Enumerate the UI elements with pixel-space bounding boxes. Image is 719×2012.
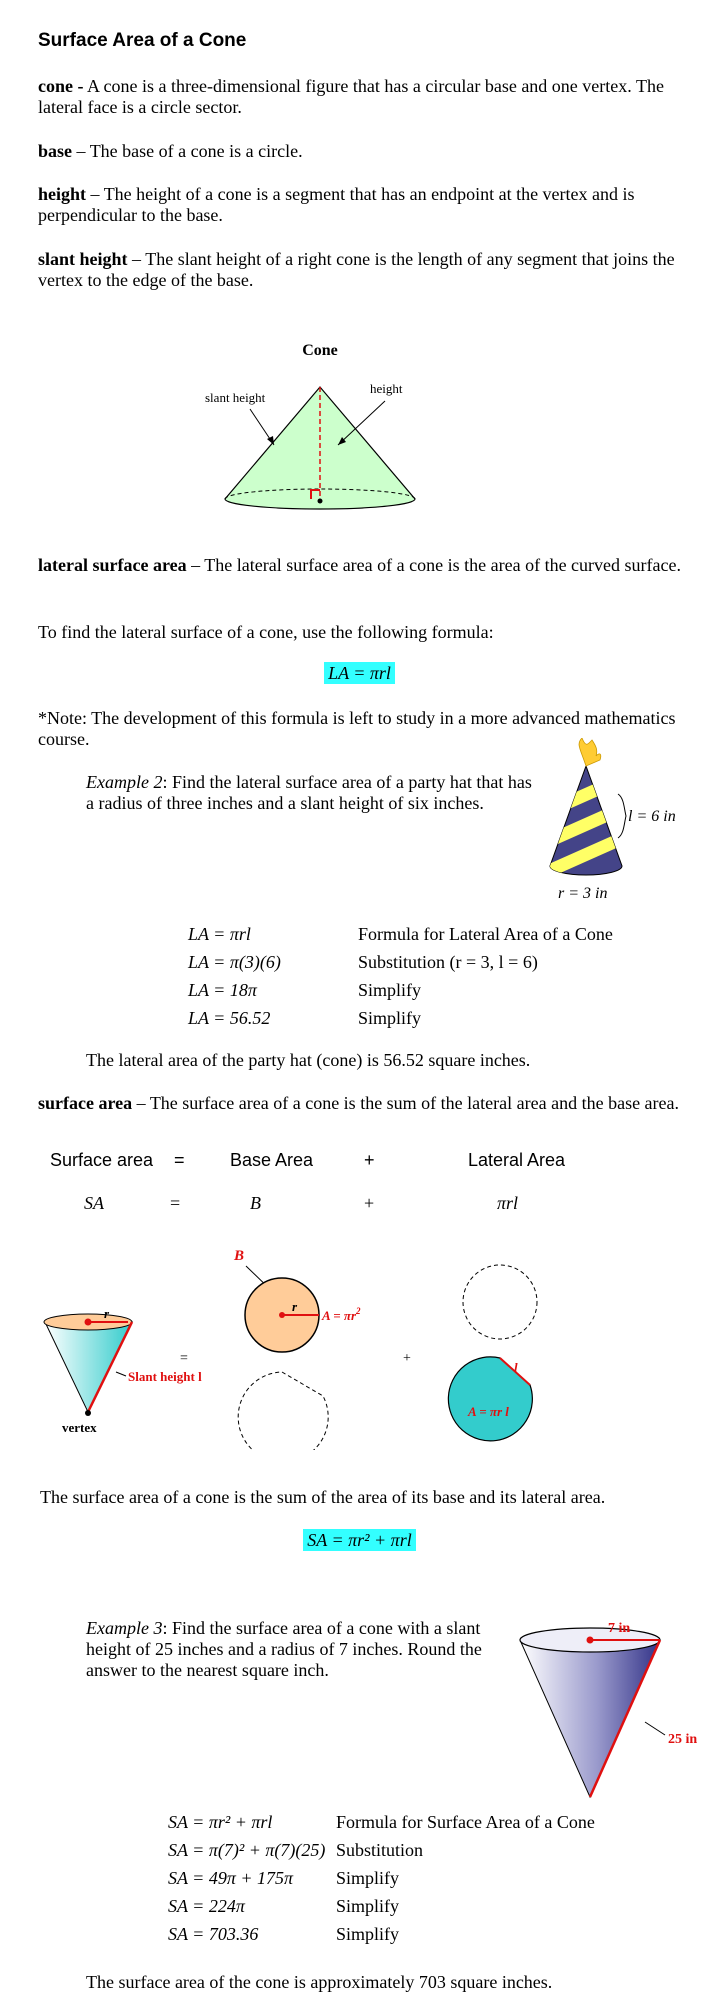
example2-step: LA = 18π Simplify: [188, 980, 422, 1000]
def-cone-term: cone -: [38, 76, 84, 96]
sa-lateral-sector: [448, 1357, 532, 1441]
def-cone-text: A cone is a three-dimensional figure that has a circular base and one vertex. The lateral face is a circle sector.: [38, 76, 664, 117]
sa-cone-r-label: r: [104, 1306, 110, 1321]
sa-cone-center: [85, 1319, 92, 1326]
def-base: [38, 141, 688, 162]
sa-lateral-area-label: A = πr l: [468, 1404, 509, 1419]
def-lateral-term: lateral surface area: [38, 555, 187, 575]
sa-lateral-dashed-circle: [463, 1265, 537, 1339]
example3-body: : Find the surface area of a cone with a slant height of 25 inches and a radius of 7 inches. Round the answer to the nearest square inch.: [86, 1618, 482, 1680]
cone-diagram-title: Cone: [302, 342, 338, 359]
def-surface-text: – The surface area of a cone is the sum of the lateral area and the base area.: [132, 1093, 680, 1113]
example2-step: LA = πrl Formula for Lateral Area of a Cone: [188, 924, 613, 944]
sa-base-center: [279, 1312, 285, 1318]
lateral-note: *Note: The development of this formula is left to study in a more advanced mathematics course.: [38, 708, 676, 749]
example3-label: Example 3: [86, 1618, 163, 1638]
example3-answer: The surface area of the cone is approximately 703 square inches.: [86, 1972, 553, 1992]
ex3-cone-body: [520, 1640, 660, 1797]
example3-step: SA = 703.36 Simplify: [168, 1924, 400, 1944]
example2-text: [86, 772, 536, 814]
sa-base-r-label: r: [292, 1299, 298, 1314]
sa-slant-label: Slant height l: [128, 1369, 202, 1384]
sa-vertex-dot: [85, 1410, 91, 1416]
sa-equals: =: [180, 1351, 188, 1366]
def-height-text: – The height of a cone is a segment that has an endpoint at the vertex and is perpendicular to the base.: [38, 184, 635, 225]
def-cone: [38, 76, 688, 118]
def-slant-text: – The slant height of a right cone is the length of any segment that joins the vertex to the edge of the base.: [38, 249, 675, 290]
slant-brace: [618, 794, 626, 838]
example3-step: SA = 224π Simplify: [168, 1896, 400, 1916]
example3-step: SA = π(7)² + π(7)(25) Substitution: [168, 1840, 424, 1860]
def-height-term: height: [38, 184, 87, 204]
def-height: [38, 184, 688, 226]
ex3-radius-label: 7 in: [608, 1621, 631, 1636]
slant-height-label: slant height: [205, 390, 266, 405]
surface-formula: SA = πr² + πrl: [303, 1529, 415, 1551]
base-center-dot: [318, 499, 323, 504]
sa-slant-pointer: [116, 1372, 126, 1376]
party-hat-figure: [540, 738, 690, 903]
sa-lateral-l-label: l: [514, 1360, 518, 1375]
def-base-text: – The base of a cone is a circle.: [72, 141, 303, 161]
example3-cone-figure: [505, 1612, 715, 1812]
surface-formula-row: [0, 1530, 719, 1551]
def-slant-term: slant height: [38, 249, 128, 269]
example3-steps: [168, 1808, 595, 1948]
ex3-center-dot: [587, 1637, 594, 1644]
def-slant: [38, 249, 688, 291]
ex3-slant-pointer: [645, 1722, 665, 1735]
sa-base-area-label: $A = \pi r^2$: [322, 1306, 361, 1323]
surface-area-diagram: [30, 1240, 590, 1450]
example3-text: [86, 1618, 511, 1681]
def-surface-term: surface area: [38, 1093, 133, 1113]
lateral-formula: LA = πrl: [324, 662, 395, 684]
sa-B-label: B: [234, 1248, 245, 1264]
example3-step: SA = 49π + 175π Simplify: [168, 1868, 400, 1888]
def-surface: [38, 1093, 688, 1114]
cone-diagram: [190, 335, 450, 515]
ex3-slant-label: 25 in: [668, 1732, 698, 1747]
def-lateral: [38, 555, 688, 576]
lateral-intro: To find the lateral surface of a cone, use the following formula:: [38, 622, 494, 642]
page-title: Surface Area of a Cone: [38, 30, 247, 51]
party-hat-slant-label: l = 6 in: [628, 808, 676, 825]
def-lateral-text: – The lateral surface area of a cone is the area of the curved surface.: [186, 555, 681, 575]
example3-step: SA = πr² + πrl Formula for Surface Area of a Cone: [168, 1812, 595, 1832]
height-label: height: [370, 381, 403, 396]
lateral-formula-row: [0, 663, 719, 684]
example2-answer: The lateral area of the party hat (cone) is 56.52 square inches.: [86, 1050, 531, 1070]
def-base-term: base: [38, 141, 73, 161]
sa-vertex-label: vertex: [62, 1420, 97, 1435]
sa-cone: [45, 1322, 132, 1412]
party-hat-radius-label: r = 3 in: [558, 885, 608, 902]
sa-base-dashed-sector: [238, 1372, 328, 1450]
example2-label: Example 2: [86, 772, 163, 792]
example2-step: LA = π(3)(6) Substitution (r = 3, l = 6): [188, 952, 538, 972]
party-hat-tassel: [579, 738, 601, 766]
surface-summary: The surface area of a cone is the sum of the area of its base and its lateral area.: [40, 1487, 606, 1507]
example2-step: LA = 56.52 Simplify: [188, 1008, 422, 1028]
example2-steps: [188, 920, 613, 1032]
example2-body: : Find the lateral surface area of a party hat that has a radius of three inches and a slant height of six inches.: [86, 772, 532, 813]
sa-plus: +: [403, 1351, 411, 1366]
slant-arrowhead: [267, 436, 274, 445]
